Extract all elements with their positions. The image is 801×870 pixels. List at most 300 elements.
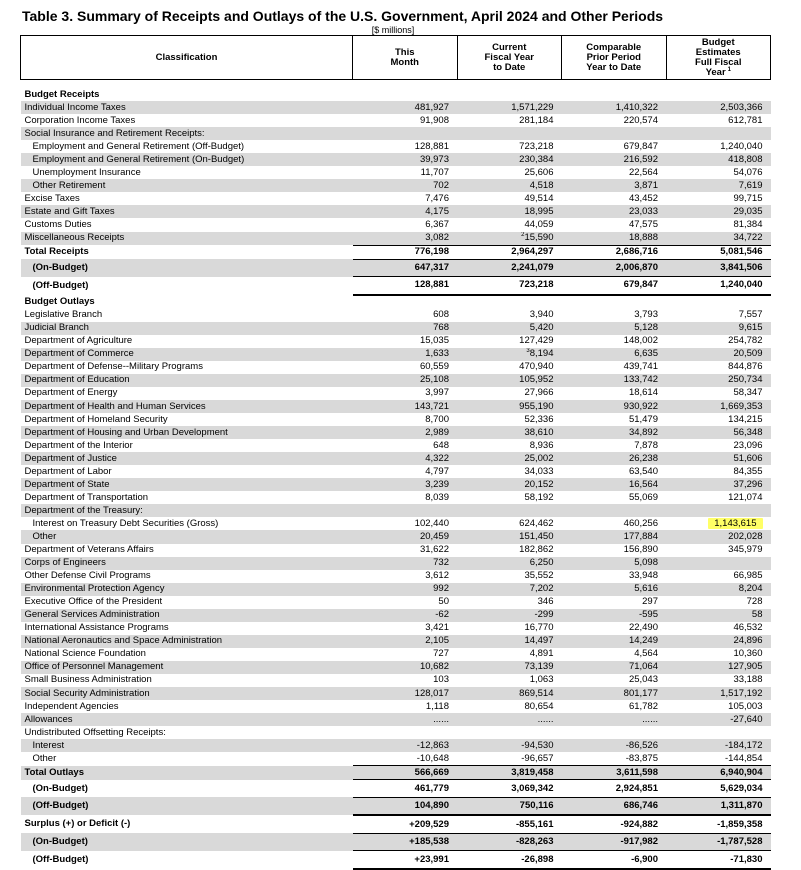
- cell-value: 7,202: [457, 583, 562, 596]
- cell-value: 1,517,192: [666, 687, 771, 700]
- row-label: Other: [32, 753, 57, 765]
- table-row: [21, 259, 771, 277]
- cell-value: 418,808: [666, 153, 771, 166]
- cell-value: 647,317: [353, 259, 458, 277]
- cell-value: 2,964,297: [457, 245, 562, 259]
- spacer-row: [21, 80, 771, 89]
- row-label: Other Defense Civil Programs: [24, 570, 151, 582]
- cell-value: -1,787,528: [666, 833, 771, 851]
- cell-value: 3,997: [425, 387, 449, 399]
- cell-value: 5,420: [457, 322, 562, 335]
- row-label: (Off-Budget): [32, 853, 89, 865]
- table-row: [21, 439, 771, 452]
- row-label: Executive Office of the President: [24, 596, 163, 608]
- cell-value: 346: [537, 596, 554, 608]
- cell-value: 63,540: [628, 465, 658, 477]
- cell-value: 54,076: [733, 166, 763, 178]
- cell-value: 71,064: [562, 661, 667, 674]
- cell-value: 55,069: [628, 491, 658, 503]
- cell-value: 566,669: [353, 766, 458, 780]
- cell-value: 39,973: [353, 153, 458, 166]
- cell-value: 5,629,034: [666, 780, 771, 798]
- table-row: [21, 277, 771, 295]
- cell-value: [666, 726, 771, 739]
- cell-value: 608: [433, 309, 449, 321]
- table-row: [21, 114, 771, 127]
- table-row: [21, 127, 771, 140]
- cell-value: 723,218: [457, 277, 562, 295]
- cell-value: 99,715: [733, 192, 763, 204]
- row-label: Other Retirement: [21, 179, 353, 192]
- cell-value: 1,633: [353, 348, 458, 361]
- cell-value: 18,995: [457, 205, 562, 218]
- cell-value: 8,936: [529, 439, 554, 451]
- cell-value: 61,782: [628, 700, 658, 712]
- cell-value: -299: [457, 609, 562, 622]
- table-row: [21, 400, 771, 413]
- cell-value: 3,421: [425, 622, 449, 634]
- cell-value: 439,741: [623, 361, 658, 373]
- cell-value: -71,830: [666, 851, 771, 869]
- row-label: Department of Energy: [24, 387, 118, 399]
- cell-value: 31,622: [419, 544, 449, 556]
- table-row: [21, 517, 771, 530]
- cell-value: 750,116: [457, 797, 562, 815]
- row-label: (On-Budget): [21, 259, 353, 277]
- table-row: [21, 687, 771, 700]
- cell-value: 50: [438, 596, 449, 608]
- cell-value: -27,640: [666, 713, 771, 726]
- cell-value: 81,384: [733, 218, 763, 230]
- cell-value: 2,989: [353, 426, 458, 439]
- cell-value: [457, 232, 562, 246]
- cell-value: 6,635: [562, 348, 667, 361]
- cell-value: 1,571,229: [457, 101, 562, 114]
- cell-value: 20,509: [666, 348, 771, 361]
- row-label: Social Insurance and Retirement Receipts:: [21, 127, 353, 140]
- table-row: [21, 815, 771, 833]
- cell-value: 128,881: [353, 277, 458, 295]
- row-label: Interest on Treasury Debt Securities (Gross): [32, 517, 219, 529]
- table-row: [21, 465, 771, 478]
- footnote-mark: 2: [521, 231, 525, 238]
- cell-value: 14,249: [562, 635, 667, 648]
- cell-value: [353, 295, 458, 309]
- cell-value: 52,336: [524, 413, 554, 425]
- row-label: National Aeronautics and Space Administration: [21, 635, 353, 648]
- cell-value: -12,863: [353, 739, 458, 752]
- table-row: [21, 596, 771, 609]
- cell-value: 2,241,079: [457, 259, 562, 277]
- row-label: Department of State: [21, 478, 353, 491]
- table-row: [21, 140, 771, 153]
- cell-value: 121,074: [728, 491, 763, 503]
- row-label: Corporation Income Taxes: [24, 114, 136, 126]
- cell-value: 35,552: [524, 570, 554, 582]
- cell-value: 25,606: [524, 166, 554, 178]
- cell-value: 679,847: [562, 277, 667, 295]
- row-label: Customs Duties: [24, 218, 92, 230]
- row-label: Department of Homeland Security: [24, 413, 168, 425]
- cell-value: 5,081,546: [666, 245, 771, 259]
- cell-value: 3,871: [562, 179, 667, 192]
- cell-value: 612,781: [728, 114, 763, 126]
- cell-value: 2,105: [353, 635, 458, 648]
- cell-value: 4,175: [353, 205, 458, 218]
- cell-value: 2,503,366: [666, 101, 771, 114]
- table-row: [21, 478, 771, 491]
- row-label: Judicial Branch: [21, 322, 353, 335]
- cell-value: ......: [457, 713, 562, 726]
- cell-value: 151,450: [457, 530, 562, 543]
- cell-value: 34,892: [562, 426, 667, 439]
- cell-value: 37,296: [666, 478, 771, 491]
- table-row: [21, 452, 771, 465]
- cell-value: -26,898: [457, 851, 562, 869]
- cell-value: 9,615: [666, 322, 771, 335]
- table-row: [21, 622, 771, 635]
- table-row: [21, 232, 771, 246]
- row-label: Individual Income Taxes: [21, 101, 353, 114]
- cell-value: 6,367: [425, 218, 449, 230]
- cell-value: 4,797: [425, 465, 449, 477]
- cell-value: 16,564: [562, 478, 667, 491]
- table-row: [21, 674, 771, 687]
- cell-value: 801,177: [562, 687, 667, 700]
- table-row: [21, 583, 771, 596]
- row-label: International Assistance Programs: [24, 622, 169, 634]
- cell-value: 44,059: [524, 218, 554, 230]
- row-label: Department of Justice: [21, 452, 353, 465]
- table-row: [21, 361, 771, 374]
- cell-value: -1,859,358: [717, 818, 763, 830]
- cell-value: 3,793: [634, 309, 658, 321]
- cell-value: 732: [353, 557, 458, 570]
- cell-value: 104,890: [353, 797, 458, 815]
- header-prior-period: [562, 36, 667, 80]
- header-line: Year: [705, 66, 726, 78]
- cell-value: 29,035: [666, 205, 771, 218]
- cell-value: 7,476: [425, 192, 449, 204]
- cell-value: 6,940,904: [666, 766, 771, 780]
- cell-value: -184,172: [666, 739, 771, 752]
- row-label: Undistributed Offsetting Receipts:: [24, 726, 166, 738]
- table-row: [21, 766, 771, 780]
- cell-value: 84,355: [733, 465, 763, 477]
- header-this-month: [353, 36, 458, 80]
- table-row: [21, 88, 771, 101]
- cell-value: 10,360: [733, 648, 763, 660]
- row-label: Department of Education: [21, 374, 353, 387]
- cell-value: 254,782: [728, 335, 763, 347]
- cell-value: 4,518: [457, 179, 562, 192]
- cell-value: [457, 726, 562, 739]
- cell-value: 20,152: [457, 478, 562, 491]
- row-label: Department of Agriculture: [24, 335, 133, 347]
- table-row: [21, 335, 771, 348]
- cell-value: 5,616: [562, 583, 667, 596]
- cell-value: 58,347: [733, 387, 763, 399]
- cell-value: 686,746: [562, 797, 667, 815]
- header-classification: Classification: [21, 36, 353, 80]
- table-row: [21, 530, 771, 543]
- cell-value: 26,238: [562, 452, 667, 465]
- row-label: Other: [21, 530, 353, 543]
- cell-value: 1,240,040: [720, 140, 763, 152]
- cell-value: 25,002: [457, 452, 562, 465]
- cell-value: 103: [433, 674, 449, 686]
- row-label: (Off-Budget): [32, 279, 89, 291]
- cell-value: 230,384: [457, 153, 562, 166]
- cell-value: 8,039: [425, 491, 449, 503]
- cell-value: [353, 726, 458, 739]
- row-label: Total Outlays: [21, 766, 353, 780]
- cell-value: [666, 557, 771, 570]
- cell-value: 470,940: [519, 361, 554, 373]
- cell-value: 33,948: [628, 570, 658, 582]
- cell-value: [666, 295, 771, 309]
- table-row: [21, 309, 771, 322]
- cell-value: 128,017: [353, 687, 458, 700]
- cell-value: 2,924,851: [562, 780, 667, 798]
- cell-value: 18,888: [562, 232, 667, 246]
- table-row: [21, 166, 771, 179]
- row-label: Department of Veterans Affairs: [24, 544, 154, 556]
- cell-value: [457, 348, 562, 361]
- header-line: Comparable: [586, 41, 642, 53]
- cell-value: -828,263: [457, 833, 562, 851]
- cell-value: 46,532: [733, 622, 763, 634]
- cell-value: 128,881: [414, 140, 449, 152]
- row-label: Surplus (+) or Deficit (-): [24, 818, 131, 830]
- cell-value: 869,514: [457, 687, 562, 700]
- cell-value: 25,108: [353, 374, 458, 387]
- row-label: Department of Health and Human Services: [21, 400, 353, 413]
- cell-value: 47,575: [628, 218, 658, 230]
- header-line: Prior Period: [586, 51, 641, 63]
- cell-value: 281,184: [519, 114, 554, 126]
- cell-value: 15,035: [419, 335, 449, 347]
- cell-value: 11,707: [420, 166, 449, 178]
- cell-value: 7,878: [634, 439, 658, 451]
- row-label: General Services Administration: [21, 609, 353, 622]
- row-label: Allowances: [21, 713, 353, 726]
- cell-value: 133,742: [562, 374, 667, 387]
- cell-value: -924,882: [620, 818, 658, 830]
- row-label: Unemployment Insurance: [32, 166, 141, 178]
- table-row: [21, 426, 771, 439]
- table-row: [21, 661, 771, 674]
- table-row: [21, 295, 771, 309]
- row-label: Independent Agencies: [24, 700, 119, 712]
- cell-value: 143,721: [353, 400, 458, 413]
- cell-value: [562, 127, 667, 140]
- cell-value: 156,890: [623, 544, 658, 556]
- table-row: [21, 797, 771, 815]
- cell-value: 1,240,040: [666, 277, 771, 295]
- cell-value: 992: [353, 583, 458, 596]
- cell-value: 51,479: [628, 413, 658, 425]
- table-row: [21, 322, 771, 335]
- cell-value: 105,952: [457, 374, 562, 387]
- table-row: [21, 387, 771, 400]
- cell-value: 14,497: [457, 635, 562, 648]
- cell-value: +23,991: [353, 851, 458, 869]
- cell-value: 16,770: [524, 622, 554, 634]
- cell-value: 1,410,322: [562, 101, 667, 114]
- cell-value: 25,043: [628, 674, 658, 686]
- table-row: [21, 713, 771, 726]
- cell-value: [353, 127, 458, 140]
- row-label: Total Receipts: [24, 246, 89, 258]
- cell-value: -83,875: [625, 752, 658, 764]
- cell-value: 10,682: [353, 661, 458, 674]
- cell-value: 18,614: [628, 387, 658, 399]
- cell-value: [562, 295, 667, 309]
- cell-value: 23,033: [562, 205, 667, 218]
- row-label: Social Security Administration: [21, 687, 353, 700]
- cell-value: 102,440: [414, 517, 449, 529]
- table-row: [21, 726, 771, 739]
- cell-value: 8,700: [425, 413, 449, 425]
- cell-value: 7,557: [738, 309, 763, 321]
- cell-value: 3,612: [425, 570, 449, 582]
- cell-text: 8,194: [529, 348, 554, 360]
- cell-value: -6,900: [562, 851, 667, 869]
- cell-value: 1,063: [529, 674, 554, 686]
- cell-value: 930,922: [562, 400, 667, 413]
- cell-value: 1,118: [425, 700, 449, 712]
- header-line: Budget: [701, 36, 735, 48]
- row-label: Corps of Engineers: [21, 557, 353, 570]
- cell-value: 91,908: [419, 114, 449, 126]
- cell-value: [562, 726, 667, 739]
- cell-value: 3,239: [353, 478, 458, 491]
- cell-value: 8,204: [666, 583, 771, 596]
- cell-value: -917,982: [562, 833, 667, 851]
- cell-value: 182,862: [519, 544, 554, 556]
- table-row: [21, 570, 771, 583]
- cell-value: 345,979: [728, 544, 763, 556]
- cell-value: [666, 517, 771, 530]
- units-note: [$ millions]: [371, 25, 415, 35]
- cell-value: 723,218: [519, 140, 554, 152]
- cell-value: 3,069,342: [457, 780, 562, 798]
- cell-value: ......: [353, 713, 458, 726]
- cell-value: 679,847: [623, 140, 658, 152]
- row-label: Employment and General Retirement (Off-Budget): [32, 140, 245, 152]
- cell-value: 768: [353, 322, 458, 335]
- cell-value: 105,003: [728, 700, 763, 712]
- cell-value: 24,896: [666, 635, 771, 648]
- cell-value: 148,002: [623, 335, 658, 347]
- cell-value: 297: [642, 596, 658, 608]
- cell-value: 58: [666, 609, 771, 622]
- table-row: [21, 374, 771, 387]
- cell-value: 5,098: [562, 557, 667, 570]
- cell-value: 250,734: [666, 374, 771, 387]
- table-row: [21, 218, 771, 231]
- table-row: [21, 413, 771, 426]
- cell-value: 127,905: [666, 661, 771, 674]
- cell-value: [457, 295, 562, 309]
- row-label: Interest: [21, 739, 353, 752]
- cell-value: 3,611,598: [562, 766, 667, 780]
- cell-value: [457, 127, 562, 140]
- cell-value: 2,006,870: [562, 259, 667, 277]
- cell-value: -62: [353, 609, 458, 622]
- header-current-fy: [457, 36, 562, 80]
- table-body: [21, 80, 771, 869]
- cell-value: 43,452: [628, 192, 658, 204]
- cell-value: 481,927: [353, 101, 458, 114]
- row-label: National Science Foundation: [24, 648, 146, 660]
- cell-value: -10,648: [416, 752, 449, 764]
- cell-value: [666, 127, 771, 140]
- row-label: Department of Commerce: [21, 348, 353, 361]
- cell-value: +209,529: [409, 818, 449, 830]
- table-row: [21, 780, 771, 798]
- cell-value: 3,841,506: [666, 259, 771, 277]
- cell-value: 776,198: [353, 245, 458, 259]
- table-row: [21, 348, 771, 361]
- cell-value: +185,538: [353, 833, 458, 851]
- cell-value: 844,876: [728, 361, 763, 373]
- table-row: [21, 700, 771, 713]
- header-row: [21, 36, 771, 80]
- table-row: [21, 739, 771, 752]
- table-row: [21, 101, 771, 114]
- cell-value: -94,530: [457, 739, 562, 752]
- cell-value: 460,256: [623, 517, 658, 529]
- table-row: [21, 833, 771, 851]
- cell-value: 66,985: [733, 570, 763, 582]
- cell-value: 80,654: [524, 700, 554, 712]
- cell-value: 22,564: [628, 166, 658, 178]
- table-row: [21, 245, 771, 259]
- cell-value: 127,429: [519, 335, 554, 347]
- header-line: Estimates: [695, 46, 741, 58]
- cell-value: [457, 504, 562, 517]
- cell-value: 38,610: [457, 426, 562, 439]
- row-label: Small Business Administration: [24, 674, 152, 686]
- cell-value: 23,096: [733, 439, 763, 451]
- summary-table: [20, 35, 771, 870]
- cell-value: 2,686,716: [562, 245, 667, 259]
- row-label: Employment and General Retirement (On-Budget): [21, 153, 353, 166]
- cell-value: 22,490: [628, 622, 658, 634]
- cell-value: 624,462: [519, 517, 554, 529]
- table-row: [21, 192, 771, 205]
- header-line: Full Fiscal: [695, 56, 742, 68]
- cell-value: 56,348: [666, 426, 771, 439]
- row-label: (Off-Budget): [21, 797, 353, 815]
- cell-value: [666, 504, 771, 517]
- cell-value: 4,322: [353, 452, 458, 465]
- header-line: to Date: [493, 61, 526, 73]
- cell-value: -595: [562, 609, 667, 622]
- cell-value: [457, 88, 562, 101]
- cell-value: 27,966: [524, 387, 554, 399]
- cell-text: 15,590: [524, 232, 554, 244]
- cell-value: 4,564: [634, 648, 658, 660]
- cell-value: 216,592: [562, 153, 667, 166]
- cell-value: 220,574: [623, 114, 658, 126]
- row-label: Department of Housing and Urban Development: [21, 426, 353, 439]
- table-title: Table 3. Summary of Receipts and Outlays of the U.S. Government, April 2024 and Other Periods: [22, 8, 664, 24]
- cell-value: [562, 504, 667, 517]
- row-label: Estate and Gift Taxes: [21, 205, 353, 218]
